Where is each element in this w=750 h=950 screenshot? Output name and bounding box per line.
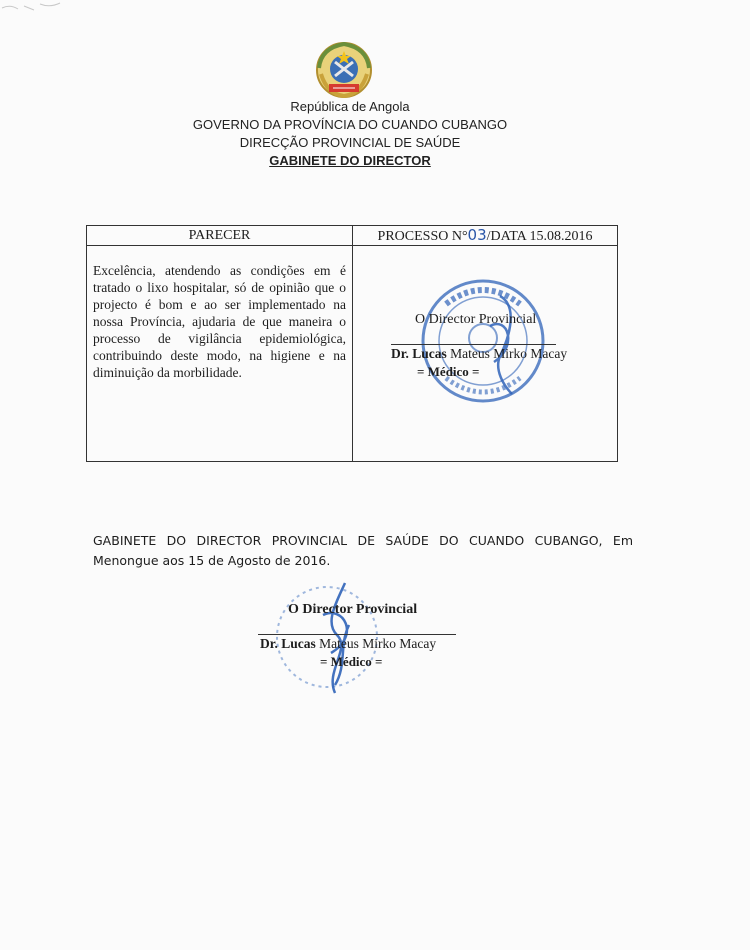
scan-artifact (0, 0, 80, 25)
signature-rule (391, 344, 556, 345)
signatory-name-rest: Mateus Mirko Macay (446, 346, 568, 361)
opinion-text: Excelência, atendendo as condições em é tratado o lixo hospitalar, só de opinião que o projecto é bom e ao ser implementado na nossa Província, ajudaria de que maneira o processo de vigilância epidemiológica, contribuindo deste modo, na higiene e na diminuição da morbilidade. (93, 263, 346, 380)
signature-cell (353, 246, 618, 462)
signatory-title: = Médico = (320, 654, 383, 669)
republic-name: República de Angola (290, 99, 410, 114)
signatory-name-prefix: Dr. Lucas (260, 636, 316, 651)
opinion-cell (87, 246, 353, 462)
signatory-name-rest: Mateus Mirko Macay (315, 636, 437, 651)
signatory-name (260, 636, 436, 652)
table-header-row (87, 226, 618, 246)
parecer-header: PARECER (87, 226, 353, 246)
signatory-title: = Médico = (417, 364, 480, 379)
angola-coat-of-arms-icon (313, 40, 375, 100)
office-name: GABINETE DO DIRECTOR (269, 153, 431, 168)
opinion-table (86, 225, 618, 462)
signatory-name-prefix: Dr. Lucas (391, 346, 447, 361)
process-label: PROCESSO N° (377, 229, 468, 244)
process-date: /DATA 15.08.2016 (486, 229, 593, 244)
closing-signature (250, 590, 460, 700)
process-number: 03 (467, 226, 487, 244)
direction-name: DIRECÇÃO PROVINCIAL DE SAÚDE (239, 135, 461, 150)
signature-block (353, 246, 617, 461)
letterhead (150, 98, 550, 170)
table-body-row (87, 246, 618, 462)
signatory-name (391, 346, 567, 362)
process-header (353, 226, 618, 246)
closing-statement: GABINETE DO DIRECTOR PROVINCIAL DE SAÚDE DO CUANDO CUBANGO, Em Menongue aos 15 de Agosto de 2016. (93, 533, 633, 568)
government-name: GOVERNO DA PROVÍNCIA DO CUANDO CUBANGO (192, 117, 508, 132)
official-stamp-icon (408, 266, 558, 416)
signatory-role: O Director Provincial (288, 602, 418, 617)
signature-rule (258, 634, 456, 635)
signatory-role: O Director Provincial (415, 312, 537, 327)
